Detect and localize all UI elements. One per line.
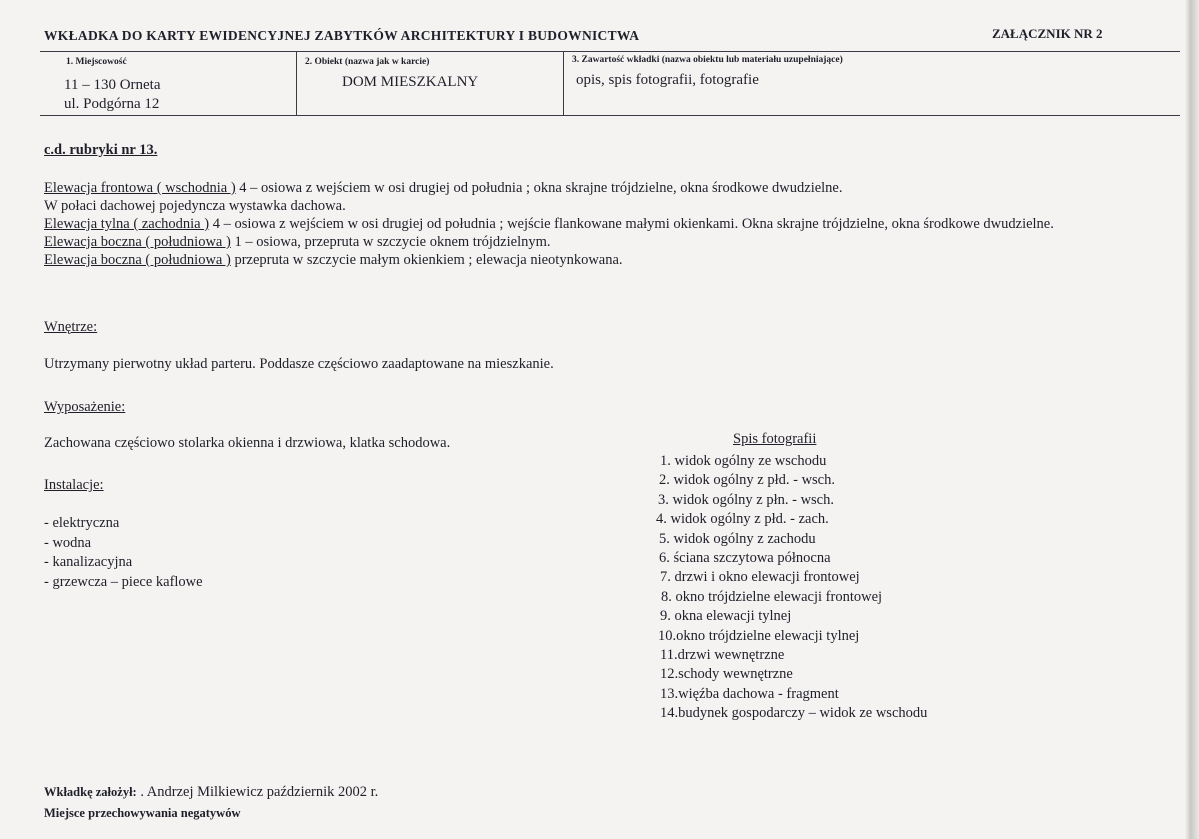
list-item: 13.więźba dachowa - fragment [660,685,839,702]
contents-value: opis, spis fotografii, fotografie [576,72,759,88]
list-item: 11.drzwi wewnętrzne [660,647,785,664]
elevation-side-2 [44,251,1104,269]
elevation-rear [44,215,1104,233]
elevation-front-label: Elewacja frontowa ( wschodnia ) [44,180,236,196]
list-item: 10.okno trójdzielne elewacji tylnej [658,627,860,644]
installations-list [44,514,203,592]
page-edge [1185,0,1199,839]
elevation-rear-label: Elewacja tylna ( zachodnia ) [44,216,210,232]
list-item: - grzewcza – piece kaflowe [44,573,203,590]
list-item: - kanalizacyjna [44,554,133,570]
elevation-side-1-label: Elewacja boczna ( południowa ) [44,234,231,250]
list-item: 6. ściana szczytowa północna [659,550,831,567]
list-item: 1. widok ogólny ze wschodu [660,453,827,469]
founder-line [44,784,378,801]
list-item: - wodna [44,534,92,551]
object-value: DOM MIESZKALNY [342,74,479,90]
elevation-front [44,179,1104,197]
list-item: 4. widok ogólny z płd. - zach. [656,511,829,528]
elevation-side-2-label: Elewacja boczna ( południowa ) [44,252,231,268]
elevation-side-2-text: przepruta w szczycie małym okienkiem ; elewacja nieotynkowana. [230,252,623,268]
installations-label: Instalacje: [44,477,104,493]
location-label: 1. Miejscowość [66,57,127,67]
founder-value: . Andrzej Milkiewicz październik 2002 r. [136,784,379,800]
table-divider-1 [296,51,297,115]
header-rule-bottom [40,115,1180,116]
elevation-side-1 [44,233,1104,251]
elevation-front-roof [44,197,1104,215]
list-item: 7. drzwi i okno elewacji frontowej [660,569,860,586]
elevation-rear-text: 4 – osiowa z wejściem w osi drugiej od południa ; wejście flankowane małymi okienkami. Okna skrajne trójdzielne, okna środkowe dwudzielne. [209,216,1054,232]
object-label: 2. Obiekt (nazwa jak w karcie) [305,57,430,67]
elevations-block [44,179,1104,269]
section-title: c.d. rubryki nr 13. [44,142,158,158]
table-divider-2 [563,51,564,115]
photo-list [652,452,927,724]
equipment-text: Zachowana częściowo stolarka okienna i drzwiowa, klatka schodowa. [44,435,451,451]
list-item: 9. okna elewacji tylnej [660,608,792,625]
elevation-front-text: 4 – osiowa z wejściem w osi drugiej od południa ; okna skrajne trójdzielne, okna środkowe dwudzielne. [235,180,843,196]
elevation-front-roof-text: W połaci dachowej pojedyncza wystawka dachowa. [44,198,346,214]
interior-label: Wnętrze: [44,319,98,335]
equipment-label: Wyposażenie: [44,399,126,415]
document-title: WKŁADKA DO KARTY EWIDENCYJNEJ ZABYTKÓW ARCHITEKTURY I BUDOWNICTWA [44,28,640,43]
list-item: 8. okno trójdzielne elewacji frontowej [661,588,883,605]
list-item: - elektryczna [44,515,120,531]
list-item: 3. widok ogólny z płn. - wsch. [658,491,834,508]
location-line-1: 11 – 130 Orneta [64,77,161,93]
photo-list-title: Spis fotografii [733,431,817,447]
location-line-2: ul. Podgórna 12 [64,96,160,112]
contents-label: 3. Zawartość wkładki (nazwa obiektu lub materiału uzupełniające) [572,55,843,65]
elevation-side-1-text: 1 – osiowa, przepruta w szczycie oknem trójdzielnym. [230,234,551,250]
founder-label: Wkładkę założył: [44,785,137,799]
annex-number: ZAŁĄCZNIK NR 2 [992,26,1103,41]
list-item: 12.schody wewnętrzne [660,666,793,683]
negatives-location-label: Miejsce przechowywania negatywów [44,806,241,820]
interior-text: Utrzymany pierwotny układ parteru. Poddasze częściowo zaadaptowane na mieszkanie. [44,356,554,372]
list-item: 5. widok ogólny z zachodu [659,530,816,547]
list-item: 2. widok ogólny z płd. - wsch. [659,472,835,489]
list-item: 14.budynek gospodarczy – widok ze wschodu [660,705,928,722]
header-rule-top [40,51,1180,52]
